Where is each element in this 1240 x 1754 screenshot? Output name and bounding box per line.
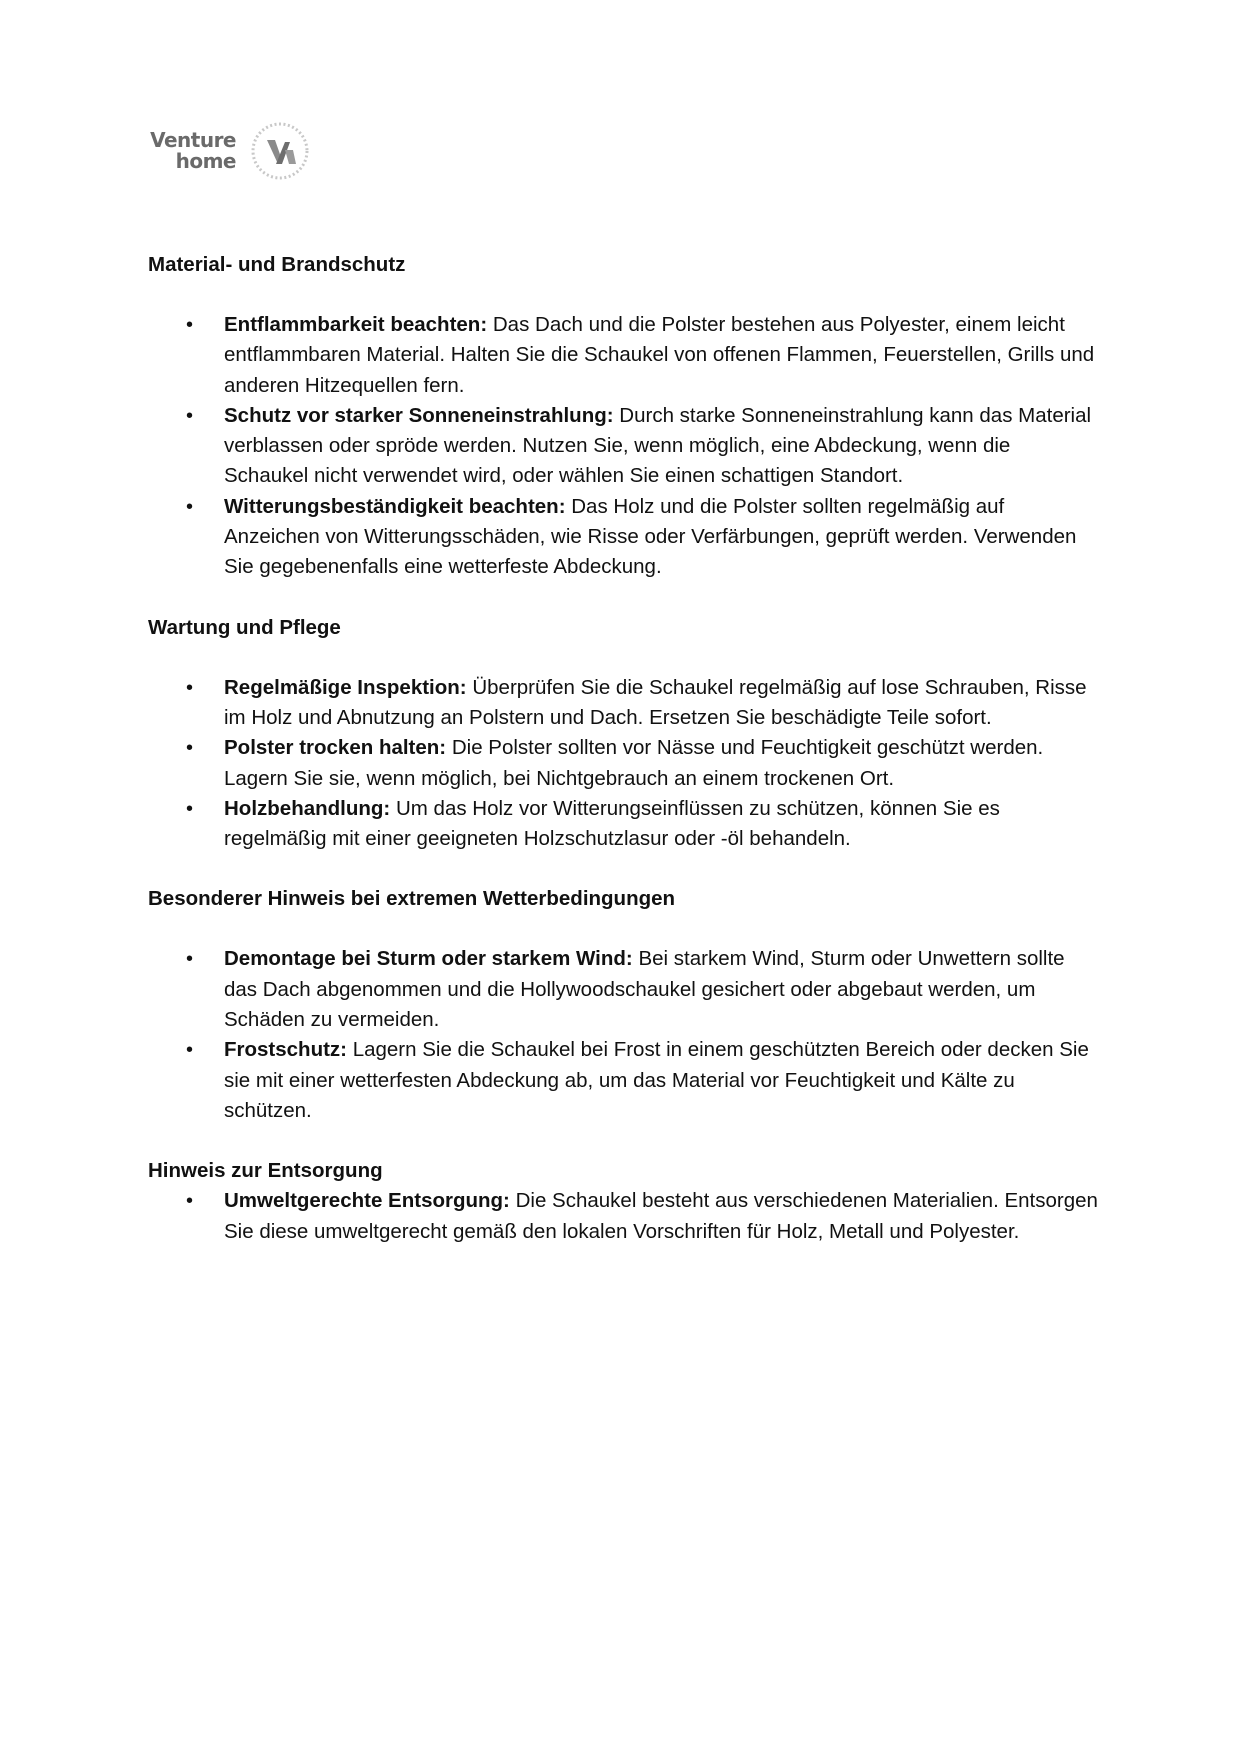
list-item [148, 401, 1098, 492]
item-term: Regelmäßige Inspektion: [224, 675, 467, 699]
item-term: Umweltgerechte Entsorgung: [224, 1189, 510, 1213]
bullet-list [148, 1186, 1098, 1247]
section-heading: Besonderer Hinweis bei extremen Wetterbedingungen [148, 887, 676, 911]
item-term: Demontage bei Sturm oder starkem Wind: [224, 947, 633, 971]
logo-emblem-icon [249, 120, 311, 182]
item-term: Polster trocken halten: [224, 736, 447, 760]
bullet-icon: • [186, 737, 194, 760]
bullet-list [148, 944, 1098, 1126]
item-text: Überprüfen Sie die Schaukel regelmäßig auf lose Schrauben, Risse im Holz und Abnutzung an Polstern und Dach. Ersetzen Sie beschädigte Teile sofort. [224, 675, 1087, 729]
list-item [148, 310, 1098, 401]
item-term: Schutz vor starker Sonneneinstrahlung: [224, 403, 614, 427]
item-text: Durch starke Sonneneinstrahlung kann das Material verblassen oder spröde werden. Nutzen Sie, wenn möglich, eine Abdeckung, wenn die Schaukel nicht verwendet wird, oder wählen Sie einen schattigen Standort. [224, 403, 1092, 488]
bullet-icon: • [186, 676, 194, 699]
list-item [148, 733, 1098, 794]
bullet-icon: • [186, 797, 194, 820]
document-body [148, 250, 1098, 1247]
logo-wordmark [146, 130, 236, 172]
bullet-icon: • [186, 948, 194, 971]
bullet-icon: • [186, 404, 194, 427]
list-item [148, 492, 1098, 583]
bullet-list [148, 673, 1098, 855]
item-text: Die Schaukel besteht aus verschiedenen Materialien. Entsorgen Sie diese umweltgerecht gemäß den lokalen Vorschriften für Holz, Metall und Polyester. [224, 1189, 1098, 1243]
item-term: Holzbehandlung: [224, 796, 391, 820]
bullet-icon: • [186, 314, 194, 336]
item-text: Lagern Sie die Schaukel bei Frost in einem geschützten Bereich oder decken Sie sie mit einer wetterfesten Abdeckung ab, um das Material vor Feuchtigkeit und Kälte zu schützen. [224, 1038, 1089, 1122]
list-item [148, 944, 1098, 1035]
section-heading: Hinweis zur Entsorgung [148, 1159, 383, 1183]
bullet-list [148, 310, 1098, 583]
item-term: Witterungsbeständigkeit beachten: [224, 494, 566, 518]
logo-line-venture: Venture [150, 128, 236, 152]
item-text: Bei starkem Wind, Sturm oder Unwettern sollte das Dach abgenommen und die Hollywoodschaukel gesichert oder abgebaut werden, um Schäden zu vermeiden. [224, 947, 1065, 1032]
list-item [148, 794, 1098, 855]
list-item [148, 673, 1098, 734]
list-item [148, 1186, 1098, 1247]
section-heading: Wartung und Pflege [148, 615, 341, 639]
bullet-icon: • [186, 1190, 194, 1213]
logo-line-home: home [175, 149, 236, 173]
item-text: Die Polster sollten vor Nässe und Feuchtigkeit geschützt werden. Lagern Sie sie, wenn möglich, bei Nichtgebrauch an einem trockenen Ort. [224, 736, 1044, 790]
item-term: Entflammbarkeit beachten: [224, 313, 488, 336]
item-term: Frostschutz: [224, 1038, 347, 1062]
section-heading: Material- und Brandschutz [148, 253, 406, 276]
item-text: Das Dach und die Polster bestehen aus Polyester, einem leicht entflammbaren Material. Halten Sie die Schaukel von offenen Flammen, Feuerstellen, Grills und anderen Hitzequellen fern. [224, 313, 1095, 397]
item-text: Das Holz und die Polster sollten regelmäßig auf Anzeichen von Witterungsschäden, wie Risse oder Verfärbungen, geprüft werden. Verwenden Sie gegebenenfalls eine wetterfeste Abdeckung. [224, 494, 1077, 579]
bullet-icon: • [186, 495, 194, 518]
company-logo [146, 118, 316, 190]
item-text: Um das Holz vor Witterungseinflüssen zu schützen, können Sie es regelmäßig mit einer geeigneten Holzschutzlasur oder -öl behandeln. [224, 796, 1000, 851]
list-item [148, 1035, 1098, 1126]
bullet-icon: • [186, 1039, 194, 1062]
